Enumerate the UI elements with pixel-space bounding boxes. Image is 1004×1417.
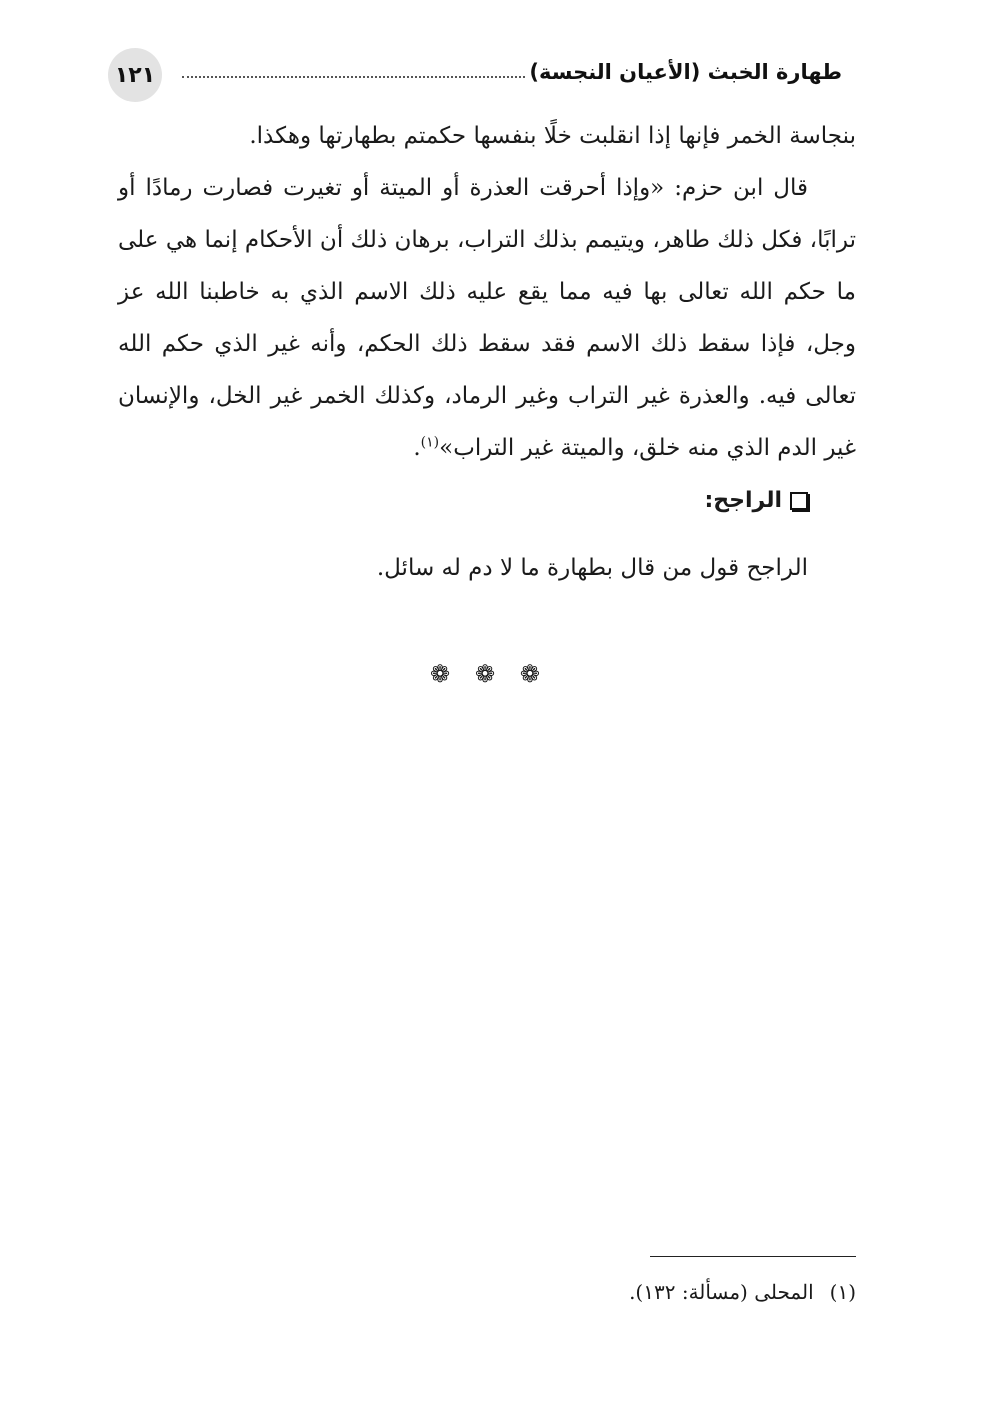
flower-ornament-icon: ❁ [430,660,451,688]
flower-ornament-icon: ❁ [519,660,540,688]
section-heading [118,488,808,513]
main-text [118,110,856,474]
flower-ornament-icon: ❁ [474,660,496,688]
footnote-text: المحلى (مسألة: ١٣٢). [629,1280,814,1304]
paragraph-1: بنجاسة الخمر فإنها إذا انقلبت خلًا بنفسها حكمتم بطهارتها وهكذا. [249,123,856,149]
ibn-hazm-quote: قال ابن حزم: «وإذا أحرقت العذرة أو الميتة أو تغيرت فصارت رمادًا أو ترابًا، فكل ذلك طاهر، ويتيمم بذلك التراب، برهان ذلك أن الأحكام إنما هي على ما حكم الله تعالى بها فيه مما يقع عليه ذلك الاسم الذي به خاطبنا الله عز وجل، فإذا سقط ذلك الاسم فقد سقط ذلك الحكم، وأنه غير الذي حكم الله تعالى فيه. والعذرة غير التراب وغير الرماد، وكذلك الخمر غير الخل، والإنسان غير الدم الذي منه خلق، والميتة غير التراب» [118,175,856,461]
footnote-reference: (١) [420,434,440,451]
running-title: طهارة الخبث (الأعيان النجسة) [529,60,842,84]
footnote-number: (١) [829,1280,856,1304]
section-text: الراجح قول من قال بطهارة ما لا دم له سائل. [376,555,808,581]
footnote [400,1276,856,1308]
running-header [182,52,846,92]
footnote-separator [650,1256,856,1257]
page-number: ١٢١ [108,48,162,102]
section-heading-text: الراجح: [704,488,782,513]
square-bullet-icon [790,492,808,510]
section-ornament [430,660,540,688]
paragraph-end-mark: . [413,435,421,461]
paragraph-2 [118,162,856,474]
header-dotted-leader [182,76,525,78]
